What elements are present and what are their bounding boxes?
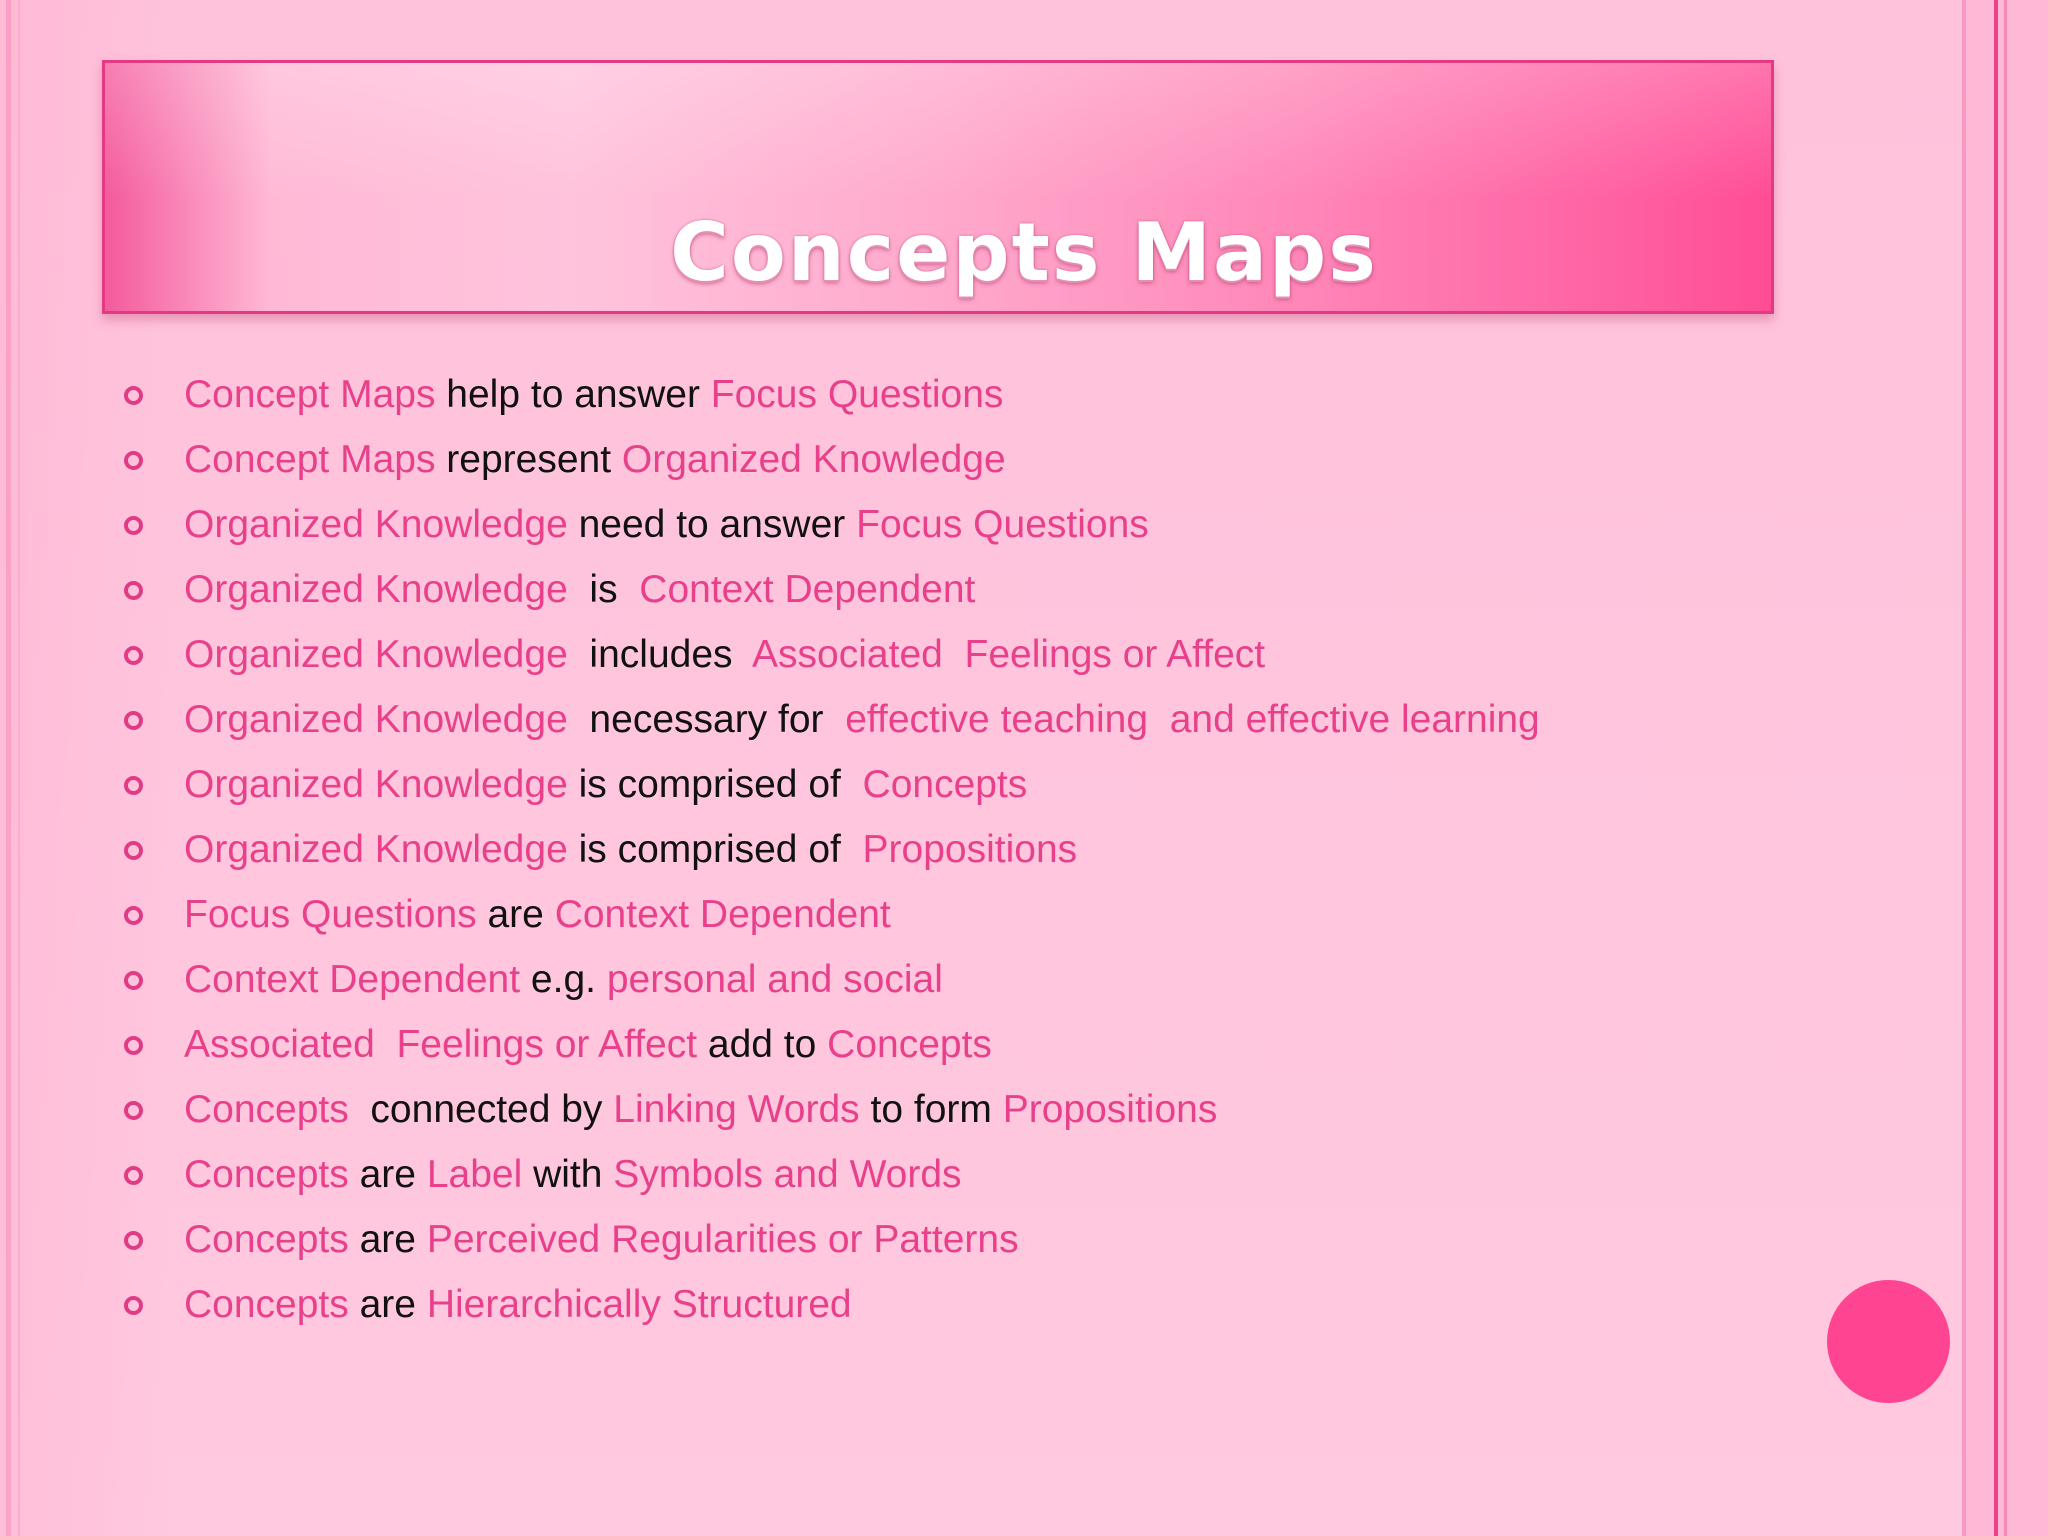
bullet-item	[124, 817, 1540, 882]
bullet-text: are	[348, 1283, 427, 1326]
bullet-keyword: Label	[426, 1153, 523, 1196]
bullet-text: need to answer	[567, 503, 857, 546]
bullet-text: are	[476, 893, 555, 936]
bullet-item	[124, 947, 1540, 1012]
bullet-keyword: Concept Maps	[184, 373, 436, 416]
bullet-text: connected by	[348, 1088, 614, 1131]
bullet-circle-icon	[124, 906, 143, 925]
bullet-text: help to answer	[435, 373, 711, 416]
bullet-circle-icon	[124, 1231, 143, 1250]
bullet-keyword: Associated Feelings or Affect	[184, 1023, 698, 1066]
bullet-circle-icon	[124, 646, 143, 665]
bullet-item	[124, 752, 1540, 817]
bullet-circle-icon	[124, 971, 143, 990]
bullet-keyword: Propositions	[1002, 1088, 1218, 1131]
bullet-text: is comprised of	[567, 828, 863, 871]
bullet-text: represent	[435, 438, 622, 481]
bullet-keyword: Context Dependent	[639, 568, 976, 611]
bullet-item	[124, 1077, 1540, 1142]
bullet-keyword: Linking Words	[613, 1088, 860, 1131]
bullet-item	[124, 687, 1540, 752]
bullet-keyword: Concept Maps	[184, 438, 436, 481]
bullet-item	[124, 1142, 1540, 1207]
bullet-circle-icon	[124, 841, 143, 860]
bullet-text: is	[567, 568, 640, 611]
bullet-text: e.g.	[520, 958, 607, 1001]
bullet-item	[124, 557, 1540, 622]
bullet-text: are	[348, 1218, 427, 1261]
bullet-keyword: Organized Knowledge	[184, 763, 568, 806]
bullet-keyword: Concepts	[184, 1283, 349, 1326]
bullet-keyword: Context Dependent	[554, 893, 891, 936]
bullet-text: are	[348, 1153, 427, 1196]
bullet-keyword: Symbols and Words	[613, 1153, 962, 1196]
bullet-keyword: Perceived Regularities or Patterns	[426, 1218, 1019, 1261]
bullet-circle-icon	[124, 451, 143, 470]
bullet-circle-icon	[124, 581, 143, 600]
bullet-circle-icon	[124, 1296, 143, 1315]
bullet-circle-icon	[124, 1166, 143, 1185]
bullet-item	[124, 1272, 1540, 1337]
bullet-keyword: Focus Questions	[184, 893, 477, 936]
bullet-keyword: Concepts	[827, 1023, 992, 1066]
bullet-keyword: Organized Knowledge	[184, 503, 568, 546]
bullet-keyword: Focus Questions	[710, 373, 1004, 416]
bullet-item	[124, 1207, 1540, 1272]
bullet-keyword: Concepts	[862, 763, 1028, 806]
bullet-text: includes	[567, 633, 753, 676]
bullet-keyword: Hierarchically Structured	[426, 1283, 852, 1326]
bullet-keyword: Associated Feelings or Affect	[752, 633, 1266, 676]
bullet-item	[124, 427, 1540, 492]
bullet-keyword: Context Dependent	[184, 958, 521, 1001]
bullet-keyword: effective teaching and effective learning	[845, 698, 1540, 741]
bullet-keyword: Organized Knowledge	[184, 698, 568, 741]
bullet-keyword: personal and social	[606, 958, 943, 1001]
bullet-text: with	[522, 1153, 614, 1196]
bullet-keyword: Organized Knowledge	[184, 828, 568, 871]
slide-title: Concepts Maps	[670, 206, 1378, 299]
bullet-item	[124, 622, 1540, 687]
bullet-keyword: Focus Questions	[856, 503, 1149, 546]
bullet-text: add to	[697, 1023, 828, 1066]
bullet-text: to form	[859, 1088, 1003, 1131]
bullet-item	[124, 1012, 1540, 1077]
bullet-keyword: Organized Knowledge	[184, 633, 568, 676]
bullet-item	[124, 362, 1540, 427]
bullet-circle-icon	[124, 711, 143, 730]
decorative-circle	[1827, 1280, 1950, 1403]
bullet-circle-icon	[124, 516, 143, 535]
bullet-circle-icon	[124, 1101, 143, 1120]
bullet-circle-icon	[124, 1036, 143, 1055]
bullet-keyword: Concepts	[184, 1218, 349, 1261]
bullet-keyword: Concepts	[184, 1088, 349, 1131]
bullet-text: is comprised of	[567, 763, 863, 806]
bullet-item	[124, 492, 1540, 557]
bullet-item	[124, 882, 1540, 947]
bullet-circle-icon	[124, 386, 143, 405]
bullet-circle-icon	[124, 776, 143, 795]
bullet-keyword: Concepts	[184, 1153, 349, 1196]
bullet-list	[124, 362, 1540, 1337]
bullet-text: necessary for	[567, 698, 846, 741]
bullet-keyword: Propositions	[862, 828, 1078, 871]
bullet-keyword: Organized Knowledge	[184, 568, 568, 611]
bullet-keyword: Organized Knowledge	[621, 438, 1006, 481]
